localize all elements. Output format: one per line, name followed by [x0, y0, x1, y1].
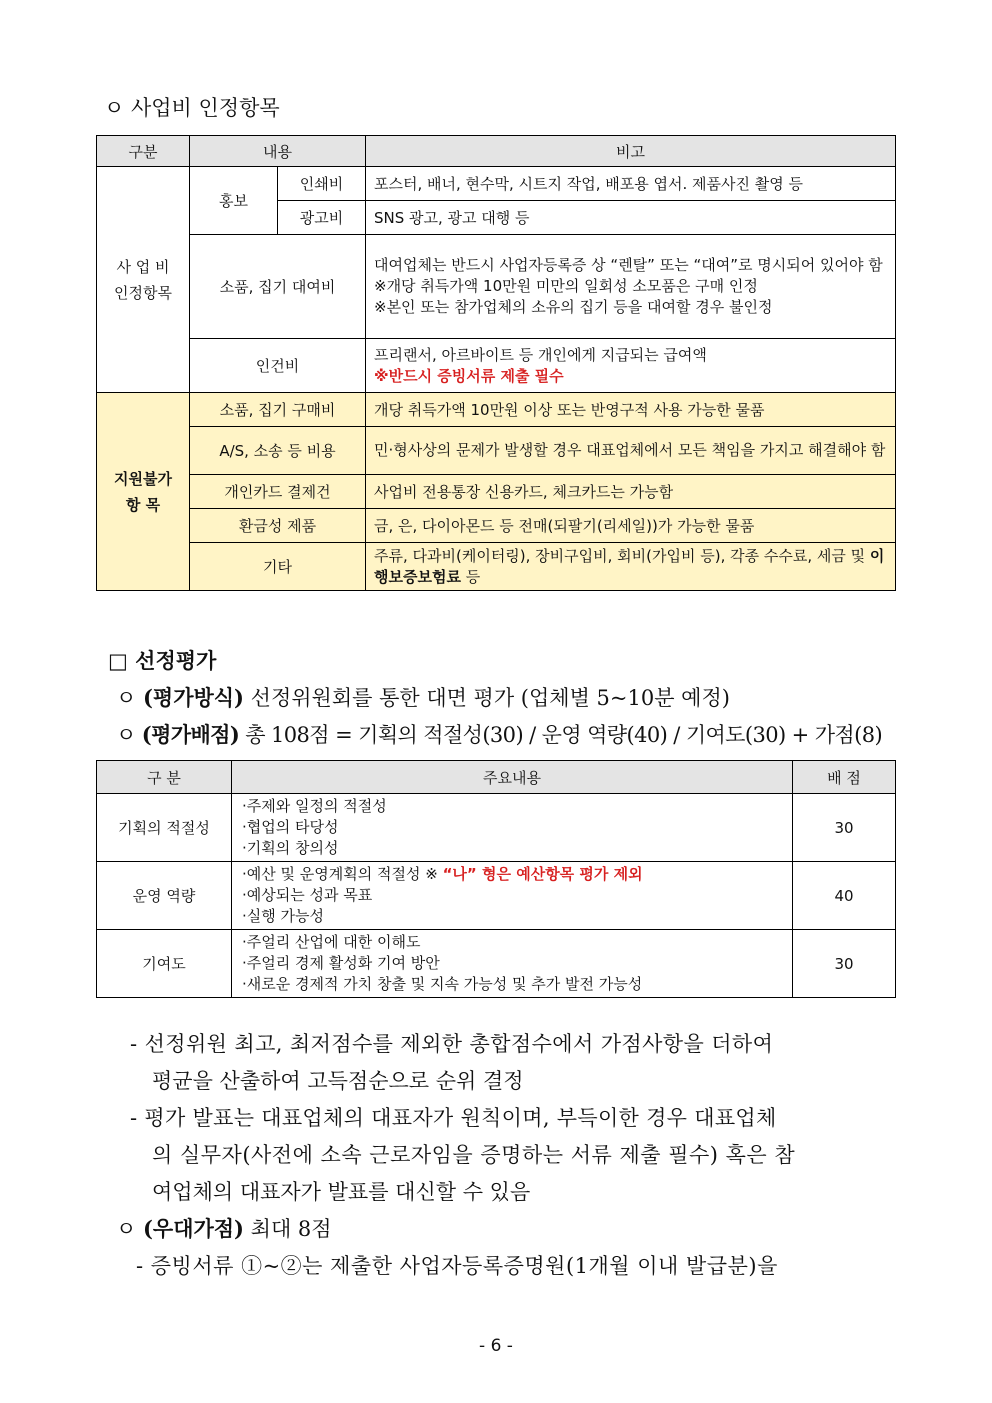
group-not-supported: 지원불가 항 목: [97, 393, 190, 591]
label-print: 인쇄비: [278, 167, 366, 201]
method-text: 선정위원회를 통한 대면 평가 (업체별 5~10분 예정): [244, 686, 730, 710]
note-labor-2: ※반드시 증빙서류 제출 필수: [374, 366, 564, 385]
score-label: (평가배점): [141, 722, 240, 747]
table-row: [97, 794, 896, 862]
list-item: ·기획의 창의성: [242, 839, 339, 857]
bonus-points: [116, 1213, 332, 1243]
list-item: ·새로운 경제적 가치 창출 및 지속 가능성 및 추가 발전 가능성: [242, 975, 643, 993]
note-ad: SNS 광고, 광고 대행 등: [366, 201, 896, 235]
note-labor: [366, 339, 896, 393]
label-cash: 환금성 제품: [190, 509, 366, 543]
row-score: 40: [793, 862, 896, 930]
note-buy: 개당 취득가액 10만원 이상 또는 반영구적 사용 가능한 물품: [366, 393, 896, 427]
note-card: 사업비 전용통장 신용카드, 체크카드는 가능함: [366, 475, 896, 509]
list-item: [242, 864, 782, 885]
row-items: [232, 862, 793, 930]
paragraph-1-line-2: 평균을 산출하여 고득점순으로 순위 결정: [152, 1069, 524, 1093]
evaluation-method: [116, 682, 730, 712]
paragraph-2-line-3: 여업체의 대표자가 발표를 대신할 수 있음: [152, 1180, 531, 1204]
header-category: 구 분: [97, 761, 232, 794]
bonus-label: (우대가점): [142, 1216, 244, 1241]
list-item: ·주제와 일정의 적절성: [242, 797, 387, 815]
table-row: [97, 862, 896, 930]
row-score: 30: [793, 794, 896, 862]
label-labor: 인건비: [190, 339, 366, 393]
paragraph-2-line-1: - 평가 발표는 대표업체의 대표자가 원칙이며, 부득이한 경우 대표업체: [130, 1106, 777, 1130]
bonus-text: 최대 8점: [244, 1217, 332, 1241]
paragraph-2-line-2: 의 실무자(사전에 소속 근로자임을 증명하는 서류 제출 필수) 혹은 참: [152, 1143, 796, 1167]
method-label: (평가방식): [142, 685, 244, 710]
score-text: 총 108점 = 기획의 적절성(30) / 운영 역량(40) / 기여도(30) + 가점(8): [239, 723, 883, 747]
label-etc: 기타: [190, 543, 366, 591]
note-etc-a: 주류, 다과비(케이터링), 장비구입비, 회비(가입비 등), 각종 수수료, 세금 및: [374, 546, 870, 565]
row-label: 기획의 적절성: [97, 794, 232, 862]
label-buy: 소품, 집기 구매비: [190, 393, 366, 427]
paragraph-3-line-1: - 증빙서류 ①~②는 제출한 사업자등록증명원(1개월 이내 발급분)을: [136, 1254, 778, 1278]
bullet: ㅇ: [116, 1217, 143, 1241]
page-number: - 6 -: [479, 1336, 513, 1356]
note-etc-c: 등: [460, 567, 481, 586]
section-evaluation: □ 선정평가: [108, 648, 217, 673]
group-recognized: 사 업 비 인정항목: [97, 167, 190, 393]
header-content: 내용: [190, 136, 366, 167]
label-card: 개인카드 결제건: [190, 475, 366, 509]
row-items: [232, 930, 793, 998]
list-item: ·예상되는 성과 목표: [242, 886, 373, 904]
business-cost-table: [96, 135, 896, 591]
label-promo: 홍보: [190, 167, 278, 235]
note-rental-1: 대여업체는 반드시 사업자등록증 상 “렌탈” 또는 “대여”로 명시되어 있어야 함: [374, 256, 883, 274]
row-label: 기여도: [97, 930, 232, 998]
list-item: ·주얼리 산업에 대한 이해도: [242, 933, 421, 951]
evaluation-score: [116, 719, 882, 749]
note-as: 민·형사상의 문제가 발생할 경우 대표업체에서 모든 책임을 가지고 해결해야 함: [366, 427, 896, 475]
header-main-content: 주요내용: [232, 761, 793, 794]
list-item: ·실행 가능성: [242, 907, 324, 925]
note-rental-3: ※본인 또는 참가업체의 소유의 집기 등을 대여할 경우 불인정: [374, 298, 773, 316]
bullet: ㅇ: [116, 723, 142, 747]
note-print: 포스터, 배너, 현수막, 시트지 작업, 배포용 엽서. 제품사진 촬영 등: [366, 167, 896, 201]
row-label: 운영 역량: [97, 862, 232, 930]
table-row: [97, 930, 896, 998]
note-rental: [366, 235, 896, 339]
list-item: ·주얼리 경제 활성화 기여 방안: [242, 954, 440, 972]
header-score: 배 점: [793, 761, 896, 794]
note-rental-2: ※개당 취득가액 10만원 미만의 일회성 소모품은 구매 인정: [374, 277, 758, 295]
item-red-note: “나” 형은 예산항목 평가 제외: [442, 865, 643, 883]
list-item: ·협업의 타당성: [242, 818, 339, 836]
item-text: ·예산 및 운영계획의 적절성 ※: [242, 865, 443, 883]
bullet: ㅇ: [116, 686, 143, 710]
heading-business-cost: ㅇ 사업비 인정항목: [104, 96, 280, 120]
note-labor-1: 프리랜서, 아르바이트 등 개인에게 지급되는 급여액: [374, 345, 707, 364]
note-cash: 금, 은, 다이아몬드 등 전매(되팔기(리세일))가 가능한 물품: [366, 509, 896, 543]
evaluation-table: [96, 760, 896, 998]
header-category: 구분: [97, 136, 190, 167]
label-as: A/S, 소송 등 비용: [190, 427, 366, 475]
label-rental: 소품, 집기 대여비: [190, 235, 366, 339]
label-ad: 광고비: [278, 201, 366, 235]
note-etc-b: 이행보증보험료: [374, 546, 885, 586]
paragraph-1-line-1: - 선정위원 최고, 최저점수를 제외한 총합점수에서 가점사항을 더하여: [130, 1032, 774, 1056]
row-score: 30: [793, 930, 896, 998]
header-remarks: 비고: [366, 136, 896, 167]
note-etc: [366, 543, 896, 591]
row-items: [232, 794, 793, 862]
